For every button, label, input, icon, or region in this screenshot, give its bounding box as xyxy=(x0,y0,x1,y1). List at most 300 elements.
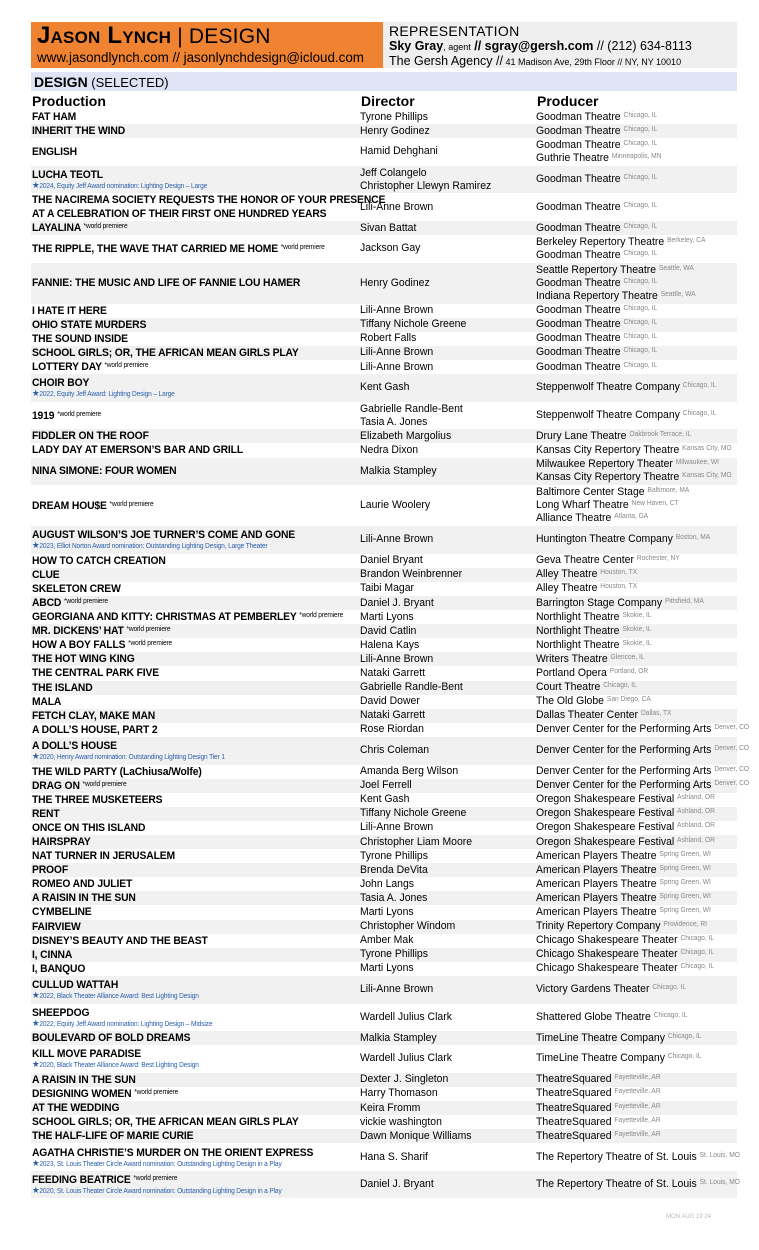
production-title: FAT HAM xyxy=(31,111,77,124)
producer-entry xyxy=(536,486,727,499)
table-row xyxy=(31,624,737,638)
director-name: Harry Thomason xyxy=(360,1087,438,1100)
producer-location: Chicago, IL xyxy=(667,1032,702,1040)
production-cell xyxy=(31,443,340,457)
producer-cell xyxy=(536,526,727,554)
producer-cell xyxy=(536,429,727,443)
production-title: FIDDLER ON THE ROOF xyxy=(31,430,149,443)
producer-entry xyxy=(536,264,727,277)
representation-title: REPRESENTATION xyxy=(389,23,520,39)
production-title: CULLUD WATTAH xyxy=(31,979,119,992)
star-icon: ★ xyxy=(31,1157,40,1168)
producer-location: Skokie, IL xyxy=(622,611,652,619)
world-premiere-note: *world premiere xyxy=(134,1088,179,1096)
production-title: SCHOOL GIRLS; OR, THE AFRICAN MEAN GIRLS PLAY xyxy=(31,346,299,359)
producer-entry xyxy=(536,236,727,249)
director-cell xyxy=(360,934,527,948)
producer-name: TheatreSquared xyxy=(536,1129,612,1142)
award-text: 2022, Black Theater Alliance Award: Best Lighting Design xyxy=(39,993,199,1001)
producer-cell xyxy=(536,166,727,194)
producer-name: Indiana Repertory Theatre xyxy=(536,289,658,302)
director-cell xyxy=(360,905,527,919)
producer-entry xyxy=(536,346,727,359)
director-cell xyxy=(360,779,527,793)
producer-name: Geva Theatre Center xyxy=(536,554,634,567)
table-row xyxy=(31,526,737,554)
table-row xyxy=(31,905,737,919)
producer-name: Baltimore Center Stage xyxy=(536,486,645,499)
production-title: CLUE xyxy=(31,568,60,581)
award-text: 2023, Elliot Norton Award nomination: Outstanding Lighting Design, Large Theater xyxy=(39,543,268,551)
contact-urls[interactable]: www.jasondlynch.com // jasonlynchdesign@icloud.com xyxy=(37,50,364,65)
producer-cell xyxy=(536,568,727,582)
production-title: 1919 xyxy=(31,409,55,422)
table-row xyxy=(31,779,750,793)
award-note xyxy=(32,752,340,762)
production-cell xyxy=(31,1031,340,1045)
production-title: INHERIT THE WIND xyxy=(31,125,126,138)
production-title: AT THE WEDDING xyxy=(31,1102,120,1115)
producer-name: Goodman Theatre xyxy=(536,221,621,234)
producer-entry xyxy=(536,639,727,652)
producer-location: Ashland, OR xyxy=(677,808,715,816)
producer-name: Goodman Theatre xyxy=(536,124,621,137)
production-cell xyxy=(31,346,340,360)
production-title: HAIRSPRAY xyxy=(31,836,91,849)
section-header xyxy=(31,72,737,91)
producer-entry xyxy=(536,793,727,806)
producer-entry xyxy=(536,906,727,919)
producer-entry xyxy=(536,533,727,546)
production-title: ENGLISH xyxy=(31,145,77,158)
producer-location: Kansas City, MO xyxy=(682,444,732,452)
designer-name xyxy=(37,22,383,49)
producer-cell xyxy=(536,124,727,138)
production-cell xyxy=(31,554,340,568)
producer-cell xyxy=(536,1143,740,1171)
director-name: John Langs xyxy=(360,877,415,890)
director-cell xyxy=(360,709,527,723)
producer-cell xyxy=(536,221,727,235)
producer-location: Spring Green, WI xyxy=(659,892,711,900)
section-subtitle: (SELECTED) xyxy=(87,75,169,90)
producer-entry xyxy=(536,125,727,138)
producer-name: The Repertory Theatre of St. Louis xyxy=(536,1178,697,1191)
producer-name: TimeLine Theatre Company xyxy=(536,1031,665,1044)
production-title: KILL MOVE PARADISE xyxy=(31,1048,142,1061)
producer-location: Spring Green, WI xyxy=(659,850,711,858)
producer-name: Goodman Theatre xyxy=(536,318,621,331)
producer-entry xyxy=(536,948,727,961)
producer-location: Ashland, OR xyxy=(677,836,715,844)
producer-name: Oregon Shakespeare Festival xyxy=(536,793,675,806)
production-cell xyxy=(31,739,340,762)
producer-location: Denver, CO xyxy=(714,745,750,753)
production-cell xyxy=(31,962,340,976)
table-row xyxy=(31,934,737,948)
director-cell xyxy=(360,138,527,166)
table-row xyxy=(31,877,737,891)
agency-address: 41 Madison Ave, 29th Floor // xyxy=(502,57,623,67)
production-cell xyxy=(31,849,340,863)
agency-line xyxy=(389,54,737,69)
production-title: LAYALINA xyxy=(31,222,81,235)
agent-role: , agent xyxy=(443,42,471,52)
producer-location: Seattle, WA xyxy=(660,290,696,298)
director-cell xyxy=(360,221,527,235)
producer-location: St. Louis, MO xyxy=(699,1179,740,1187)
production-cell xyxy=(31,360,340,374)
agent-email[interactable]: // sgray@gersh.com xyxy=(470,39,594,53)
producer-cell xyxy=(536,485,727,526)
director-cell xyxy=(360,807,527,821)
producer-entry xyxy=(536,381,727,394)
director-name: Brenda DeVita xyxy=(360,863,428,876)
director-name: Lili-Anne Brown xyxy=(360,652,434,665)
producer-location: Chicago, IL xyxy=(623,125,658,133)
world-premiere-note: *world premiere xyxy=(104,362,149,370)
producer-entry xyxy=(536,458,727,471)
production-title: THE THREE MUSKETEERS xyxy=(31,793,163,806)
producer-cell xyxy=(536,695,727,709)
producer-name: American Players Theatre xyxy=(536,863,657,876)
agent-phone: // (212) 634-8113 xyxy=(593,39,692,53)
production-title: BOULEVARD OF BOLD DREAMS xyxy=(31,1032,191,1045)
director-cell xyxy=(360,1115,527,1129)
table-row xyxy=(31,948,737,962)
director-cell xyxy=(360,568,527,582)
producer-name: Dallas Theater Center xyxy=(536,709,639,722)
producer-entry xyxy=(536,173,727,186)
producer-cell xyxy=(536,374,727,402)
producer-entry xyxy=(536,667,727,680)
producer-name: Northlight Theatre xyxy=(536,638,620,651)
producer-name: Goodman Theatre xyxy=(536,346,621,359)
director-cell xyxy=(360,793,527,807)
producer-cell xyxy=(536,863,727,877)
production-cell xyxy=(31,723,340,737)
producer-cell xyxy=(536,1045,727,1073)
production-cell xyxy=(31,652,340,666)
world-premiere-note: *world premiere xyxy=(128,640,173,648)
director-cell xyxy=(360,1129,527,1143)
director-cell xyxy=(360,624,527,638)
producer-name: Goodman Theatre xyxy=(536,276,621,289)
table-row xyxy=(31,765,750,779)
producer-cell xyxy=(536,681,727,695)
table-row xyxy=(31,1087,737,1101)
producer-entry xyxy=(536,1116,727,1129)
production-cell xyxy=(31,1173,340,1196)
producer-cell xyxy=(536,807,727,821)
producer-entry xyxy=(536,744,750,757)
production-cell xyxy=(31,905,340,919)
designer-name-rest: | DESIGN xyxy=(171,25,271,48)
producer-location: Kansas City, MO xyxy=(682,472,732,480)
production-cell xyxy=(31,709,340,723)
director-name: Tasia A. Jones xyxy=(360,415,428,428)
producer-name: Chicago Shakespeare Theater xyxy=(536,934,678,947)
producer-name: TimeLine Theatre Company xyxy=(536,1052,665,1065)
production-title: DESIGNING WOMEN xyxy=(31,1087,132,1100)
producer-name: TheatreSquared xyxy=(536,1115,612,1128)
credits-table xyxy=(31,110,750,1198)
production-title: A DOLL’S HOUSE, PART 2 xyxy=(31,723,158,736)
producer-cell xyxy=(536,765,750,779)
production-title: GEORGIANA AND KITTY: CHRISTMAS AT PEMBERLEY xyxy=(31,611,297,624)
producer-cell xyxy=(536,638,727,652)
producer-entry xyxy=(536,332,727,345)
producer-cell xyxy=(536,610,727,624)
production-title: LUCHA TEOTL xyxy=(31,169,103,182)
table-row xyxy=(31,124,737,138)
production-cell xyxy=(31,528,340,551)
producer-cell xyxy=(536,849,727,863)
table-row xyxy=(31,1129,737,1143)
production-cell xyxy=(31,318,340,332)
producer-location: Boston, MA xyxy=(675,534,711,542)
production-cell xyxy=(31,276,340,290)
producer-location: Chicago, IL xyxy=(623,305,658,313)
producer-name: Northlight Theatre xyxy=(536,624,620,637)
director-name: Nataki Garrett xyxy=(360,666,426,679)
agent-name: Sky Gray xyxy=(389,39,444,53)
world-premiere-note: *world premiere xyxy=(109,500,154,508)
world-premiere-note: *world premiere xyxy=(280,243,325,251)
production-title: I HATE IT HERE xyxy=(31,304,107,317)
director-name: Wardell Julius Clark xyxy=(360,1010,452,1023)
director-name: Dexter J. Singleton xyxy=(360,1073,449,1086)
table-row xyxy=(31,807,737,821)
producer-location: Chicago, IL xyxy=(652,984,687,992)
producer-location: Fayetteville, AR xyxy=(614,1130,661,1138)
producer-entry xyxy=(536,139,727,152)
director-name: Joel Ferrell xyxy=(360,779,412,792)
producer-cell xyxy=(536,138,727,166)
director-name: Tiffany Nichole Greene xyxy=(360,318,467,331)
producer-name: Goodman Theatre xyxy=(536,332,621,345)
producer-entry xyxy=(536,290,727,303)
producer-name: The Repertory Theatre of St. Louis xyxy=(536,1150,697,1163)
producer-location: Chicago, IL xyxy=(623,319,658,327)
award-text: 2022, Equity Jeff Award: Lighting Design – Large xyxy=(39,391,175,399)
producer-location: Chicago, IL xyxy=(623,174,658,182)
production-cell xyxy=(31,304,340,318)
production-title: RENT xyxy=(31,807,60,820)
production-cell xyxy=(31,145,340,159)
producer-location: Skokie, IL xyxy=(622,625,652,633)
producer-cell xyxy=(536,962,727,976)
director-name: Daniel J. Bryant xyxy=(360,596,434,609)
director-name: Christopher Liam Moore xyxy=(360,835,473,848)
director-cell xyxy=(360,835,527,849)
director-cell xyxy=(360,318,527,332)
producer-entry xyxy=(536,361,727,374)
director-name: Tasia A. Jones xyxy=(360,891,428,904)
producer-location: Chicago, IL xyxy=(667,1053,702,1061)
production-title: LOTTERY DAY xyxy=(31,361,102,374)
table-row xyxy=(31,709,737,723)
star-icon: ★ xyxy=(31,1017,40,1028)
production-cell xyxy=(31,1129,340,1143)
producer-name: Writers Theatre xyxy=(536,652,608,665)
producer-location: Milwaukee, WI xyxy=(675,459,720,467)
producer-name: Denver Center for the Performing Arts xyxy=(536,723,712,736)
director-name: Malkia Stampley xyxy=(360,1031,437,1044)
table-row xyxy=(31,568,737,582)
production-title: I, CINNA xyxy=(31,948,73,961)
production-title: LADY DAY AT EMERSON’S BAR AND GRILL xyxy=(31,444,244,457)
director-name: Gabrielle Randle-Bent xyxy=(360,681,463,694)
director-name: Elizabeth Margolius xyxy=(360,429,452,442)
producer-entry xyxy=(536,499,727,512)
producer-cell xyxy=(536,318,727,332)
producer-entry xyxy=(536,318,727,331)
production-cell xyxy=(31,1006,340,1029)
producer-location: Houston, TX xyxy=(600,569,638,577)
director-cell xyxy=(360,582,527,596)
producer-entry xyxy=(536,554,727,567)
name-box xyxy=(31,22,383,68)
production-title: OHIO STATE MURDERS xyxy=(31,318,147,331)
section-title: DESIGN xyxy=(34,74,88,90)
producer-entry xyxy=(536,709,727,722)
producer-entry xyxy=(536,878,727,891)
world-premiere-note: *world premiere xyxy=(83,223,128,231)
table-row xyxy=(31,443,737,457)
producer-name: Victory Gardens Theater xyxy=(536,983,650,996)
director-cell xyxy=(360,110,527,124)
producer-name: Goodman Theatre xyxy=(536,360,621,373)
world-premiere-note: *world premiere xyxy=(126,626,171,634)
producer-cell xyxy=(536,304,727,318)
producer-location: Chicago, IL xyxy=(682,410,717,418)
director-name: Daniel Bryant xyxy=(360,554,423,567)
director-cell xyxy=(360,346,527,360)
producer-name: Goodman Theatre xyxy=(536,248,621,261)
producer-location: Fayetteville, AR xyxy=(614,1102,661,1110)
director-name: Halena Kays xyxy=(360,638,420,651)
production-title: I, BANQUO xyxy=(31,962,86,975)
director-cell xyxy=(360,638,527,652)
producer-location: Fayetteville, AR xyxy=(614,1074,661,1082)
producer-location: Minneapolis, MN xyxy=(611,152,662,160)
director-name: Sivan Battat xyxy=(360,221,417,234)
production-title: THE RIPPLE, THE WAVE THAT CARRIED ME HOME xyxy=(31,242,278,255)
production-cell xyxy=(31,332,340,346)
table-row xyxy=(31,681,737,695)
director-name: Taibi Magar xyxy=(360,582,415,595)
production-title: THE HOT WING KING xyxy=(31,653,135,666)
footer-date: MON AUG 19 24 xyxy=(666,1214,712,1220)
producer-cell xyxy=(536,1031,727,1045)
production-title: THE WILD PARTY (LaChiusa/Wolfe) xyxy=(31,765,202,778)
producer-location: Chicago, IL xyxy=(623,222,658,230)
producer-name: American Players Theatre xyxy=(536,877,657,890)
star-icon: ★ xyxy=(31,1185,40,1196)
director-name: Laurie Woolery xyxy=(360,499,431,512)
producer-cell xyxy=(536,877,727,891)
production-title: SKELETON CREW xyxy=(31,582,121,595)
director-name: vickie washington xyxy=(360,1115,442,1128)
table-row xyxy=(31,1143,740,1171)
column-producer: Producer xyxy=(537,93,599,109)
producer-location: Skokie, IL xyxy=(622,639,652,647)
column-director: Director xyxy=(361,93,415,109)
production-title: THE ISLAND xyxy=(31,681,93,694)
production-cell xyxy=(31,610,344,624)
production-cell xyxy=(31,934,340,948)
producer-entry xyxy=(536,430,727,443)
producer-cell xyxy=(536,360,727,374)
producer-name: Oregon Shakespeare Festival xyxy=(536,835,675,848)
production-cell xyxy=(31,1115,340,1129)
header xyxy=(31,22,737,68)
production-title: DRAG ON xyxy=(31,779,80,792)
producer-entry xyxy=(536,512,727,525)
production-cell xyxy=(31,793,340,807)
producer-location: New Haven, CT xyxy=(631,500,679,508)
producer-name: Trinity Repertory Company xyxy=(536,920,661,933)
award-text: 2020, Black Theater Alliance Award: Best Lighting Design xyxy=(39,1062,199,1070)
director-cell xyxy=(360,1171,527,1199)
table-row xyxy=(31,821,737,835)
producer-name: Denver Center for the Performing Arts xyxy=(536,765,712,778)
producer-entry xyxy=(536,277,727,290)
producer-name: American Players Theatre xyxy=(536,905,657,918)
table-row xyxy=(31,374,737,402)
production-title: DISNEY’S BEAUTY AND THE BEAST xyxy=(31,934,208,947)
producer-entry xyxy=(536,1052,727,1065)
table-row xyxy=(31,666,737,680)
table-row xyxy=(31,263,737,304)
production-title: THE HALF-LIFE OF MARIE CURIE xyxy=(31,1130,194,1143)
director-name: Henry Godinez xyxy=(360,276,430,289)
director-cell xyxy=(360,458,527,486)
world-premiere-note: *world premiere xyxy=(63,598,108,606)
production-cell xyxy=(31,779,340,793)
producer-cell xyxy=(536,582,727,596)
director-name: Amber Mak xyxy=(360,934,414,947)
producer-cell xyxy=(536,891,727,905)
production-cell xyxy=(31,596,340,610)
producer-location: Spring Green, WI xyxy=(659,878,711,886)
producer-entry xyxy=(536,471,732,484)
production-cell xyxy=(31,978,340,1001)
award-note xyxy=(32,181,340,191)
director-cell xyxy=(360,526,527,554)
world-premiere-note: *world premiere xyxy=(133,1175,178,1183)
table-row xyxy=(31,332,737,346)
producer-name: Long Wharf Theatre xyxy=(536,499,629,512)
table-row xyxy=(31,193,737,221)
director-name: Amanda Berg Wilson xyxy=(360,765,459,778)
director-cell xyxy=(360,1143,527,1171)
director-cell xyxy=(360,1004,527,1032)
producer-name: TheatreSquared xyxy=(536,1073,612,1086)
producer-name: Goodman Theatre xyxy=(536,200,621,213)
table-row xyxy=(31,695,737,709)
producer-name: American Players Theatre xyxy=(536,849,657,862)
production-title: ROMEO AND JULIET xyxy=(31,878,133,891)
producer-cell xyxy=(536,458,732,486)
producer-location: Dallas, TX xyxy=(640,710,672,718)
table-row xyxy=(31,554,737,568)
director-cell xyxy=(360,821,527,835)
director-cell xyxy=(360,235,527,263)
representation-box xyxy=(383,22,737,68)
award-note xyxy=(32,1019,340,1029)
